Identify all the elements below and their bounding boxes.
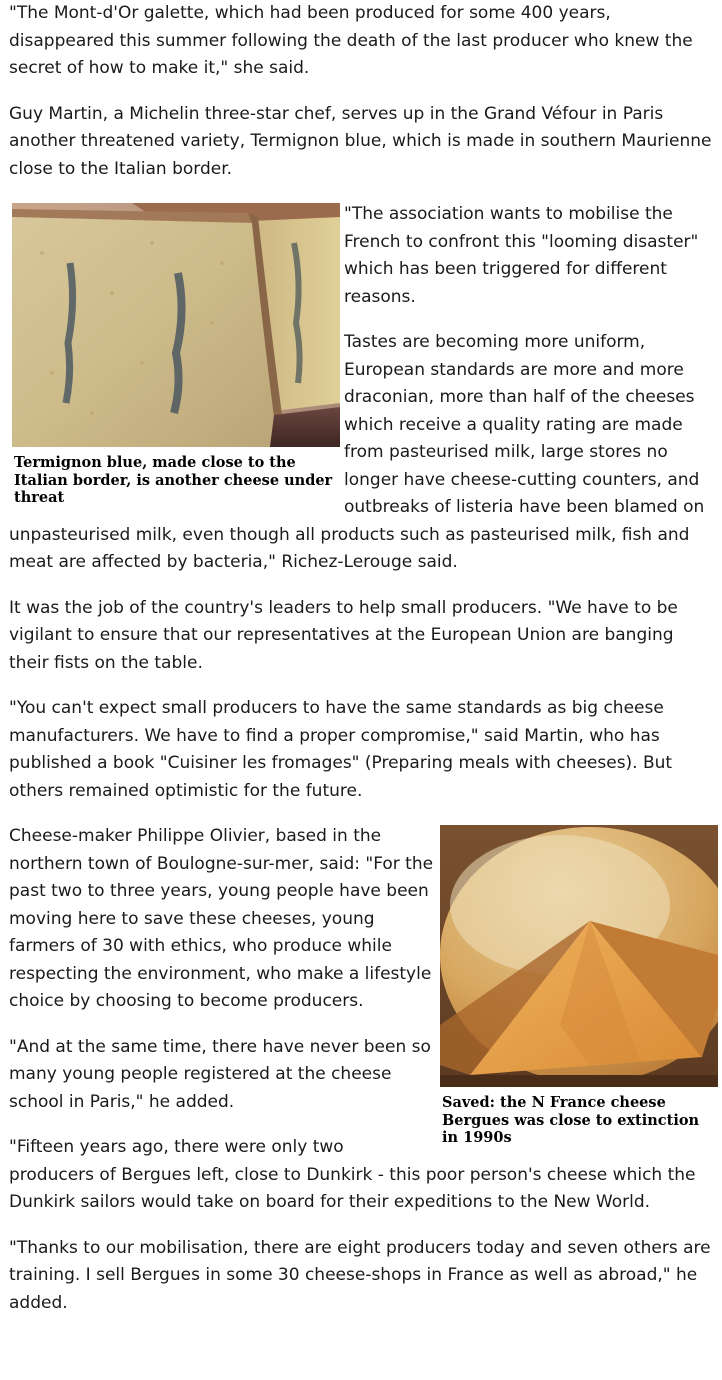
termignon-blue-cheese-photo bbox=[12, 203, 340, 447]
paragraph-9: "Fifteen years ago, there were only two producers of Bergues left, close to Dunkirk - this poor person's cheese which the Dunkirk sailors would take on board for their expeditions to the New World. bbox=[9, 1137, 696, 1212]
figure-bergues bbox=[440, 825, 718, 1147]
bergues-cheese-photo bbox=[440, 825, 718, 1087]
paragraph-6: "You can't expect small producers to have the same standards as big cheese manufacturers. We have to find a proper compromise," said Martin, who has published a book "Cuisiner les fromages" (Preparing meals with cheeses). But others remained optimistic for the future. bbox=[9, 698, 673, 801]
figure-termignon-blue bbox=[12, 203, 340, 507]
paragraph-8: "And at the same time, there have never been so many young people registered at the cheese school in Paris," he added. bbox=[9, 1036, 431, 1112]
paragraph-3: "The association wants to mobilise the French to confront this "looming disaster" which has been triggered for different reasons. bbox=[344, 204, 699, 307]
paragraph-10: "Thanks to our mobilisation, there are eight producers today and seven others are training. I sell Bergues in some 30 cheese-shops in France as well as abroad," he added. bbox=[9, 1237, 711, 1313]
paragraph-4: Tastes are becoming more uniform, European standards are more and more draconian, more than half of the cheeses which receive a quality rating are made from pasteurised milk, large stores no longer have cheese-cutting counters, and outbreaks of listeria have been blamed on unpasteurised milk, even though all products such as pasteurised milk, fish and meat are affected by bacteria," Richez-Lerouge said. bbox=[9, 332, 705, 572]
paragraph-2: Guy Martin, a Michelin three-star chef, serves up in the Grand Véfour in Paris another threatened variety, Termignon blue, which is made in southern Maurienne close to the Italian border. bbox=[9, 103, 712, 179]
figure-caption-bergues: Saved: the N France cheese Bergues was close to extinction in 1990s bbox=[442, 1094, 700, 1146]
figure-caption-termignon: Termignon blue, made close to the Italian border, is another cheese under threat bbox=[14, 454, 333, 506]
paragraph-7: Cheese-maker Philippe Olivier, based in the northern town of Boulogne-sur-mer, said: "For the past two to three years, young people have been moving here to save these cheeses, young farmers of 30 with ethics, who produce while respecting the environment, who make a lifestyle choice by choosing to become producers. bbox=[9, 826, 434, 1011]
paragraph-5: It was the job of the country's leaders to help small producers. "We have to be vigilant to ensure that our representatives at the European Union are banging their fists on the table. bbox=[9, 597, 678, 673]
paragraph-1: "The Mont-d'Or galette, which had been produced for some 400 years, disappeared this summer following the death of the last producer who knew the secret of how to make it," she said. bbox=[9, 3, 693, 78]
